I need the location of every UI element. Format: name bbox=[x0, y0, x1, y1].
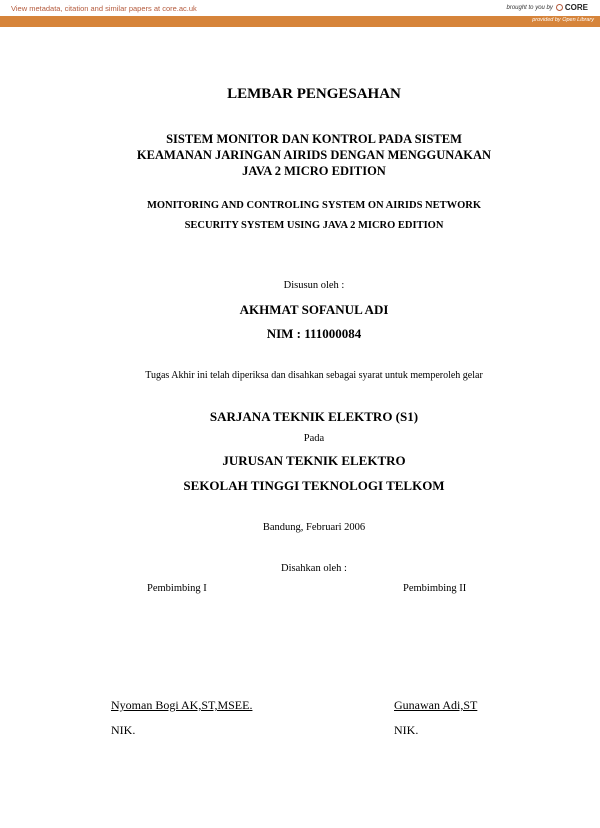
thesis-title-en-line-1: MONITORING AND CONTROLING SYSTEM ON AIRIDS NETWORK bbox=[146, 200, 482, 211]
place-date: Bandung, Februari 2006 bbox=[262, 522, 366, 533]
page-title: LEMBAR PENGESAHAN bbox=[227, 86, 401, 102]
core-logo-text: CORE bbox=[564, 3, 588, 12]
approved-by-label: Disahkan oleh : bbox=[281, 563, 347, 574]
author-nim: NIM : 111000084 bbox=[266, 326, 362, 341]
compiled-by-label: Disusun oleh : bbox=[283, 280, 345, 291]
core-attribution[interactable] bbox=[507, 3, 589, 12]
at-label: Pada bbox=[303, 433, 325, 444]
supervisor-1-name: Nyoman Bogi AK,ST,MSEE. bbox=[111, 698, 253, 712]
approval-statement: Tugas Akhir ini telah diperiksa dan disahkan sebagai syarat untuk memperoleh gelar bbox=[145, 370, 483, 381]
supervisor-1-role: Pembimbing I bbox=[147, 583, 207, 594]
core-logo-icon bbox=[556, 4, 563, 11]
supervisor-2-name: Gunawan Adi,ST bbox=[394, 698, 478, 712]
thesis-title-id-line-1: SISTEM MONITOR DAN KONTROL PADA SISTEM bbox=[166, 132, 462, 146]
provider-strip bbox=[0, 16, 600, 27]
department: JURUSAN TEKNIK ELEKTRO bbox=[222, 453, 406, 468]
thesis-title-en-line-2: SECURITY SYSTEM USING JAVA 2 MICRO EDITION bbox=[184, 220, 444, 231]
metadata-link[interactable]: View metadata, citation and similar papers at core.ac.uk bbox=[11, 4, 197, 13]
thesis-title-id-line-2: KEAMANAN JARINGAN AIRIDS DENGAN MENGGUNAKAN bbox=[136, 148, 492, 162]
supervisor-2-role: Pembimbing II bbox=[403, 583, 467, 594]
author-name: AKHMAT SOFANUL ADI bbox=[239, 302, 389, 317]
core-logo[interactable] bbox=[556, 3, 588, 12]
thesis-title-id-line-3: JAVA 2 MICRO EDITION bbox=[242, 164, 386, 178]
supervisor-2-nik: NIK. bbox=[394, 723, 419, 737]
degree: SARJANA TEKNIK ELEKTRO (S1) bbox=[209, 409, 419, 424]
institution: SEKOLAH TINGGI TEKNOLOGI TELKOM bbox=[183, 478, 445, 493]
supervisor-1-nik: NIK. bbox=[111, 723, 136, 737]
core-banner bbox=[0, 0, 600, 28]
brought-to-you-text: brought to you by bbox=[506, 4, 553, 11]
provided-by-text[interactable]: provided by Open Library bbox=[532, 17, 594, 23]
